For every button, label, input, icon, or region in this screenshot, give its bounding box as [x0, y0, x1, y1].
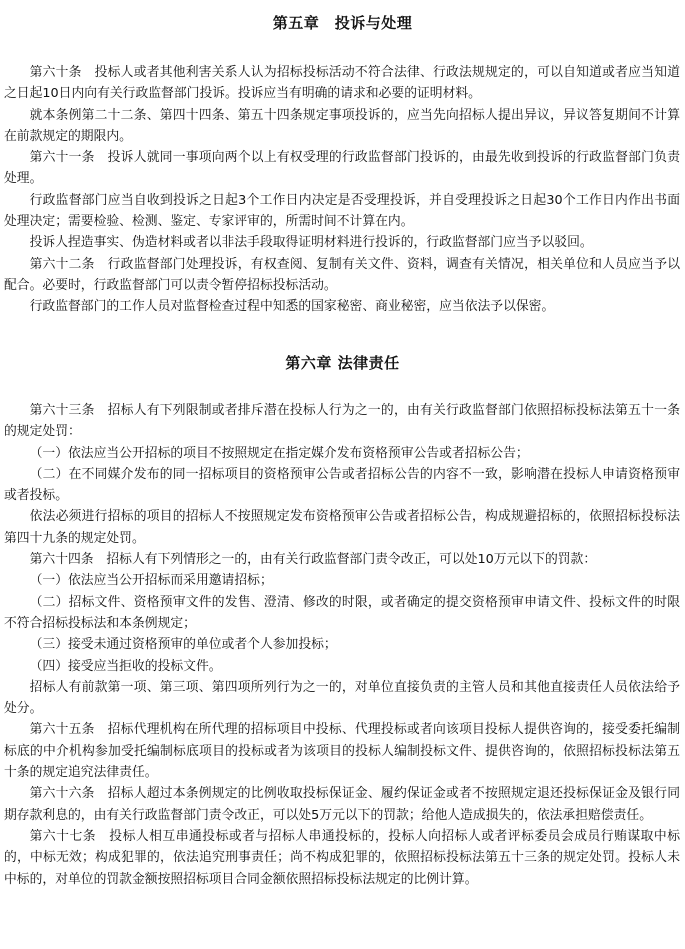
article-62-clause-2: 行政监督部门的工作人员对监督检查过程中知悉的国家秘密、商业秘密，应当依法予以保密。 — [29, 299, 555, 315]
article-64-item-4: （四）接受应当拒收的投标文件。 — [29, 658, 222, 674]
article-63-item-2: （二）在不同媒介发布的同一招标项目的资格预审公告或者招标公告的内容不一致，影响潜在投标人申请资格预审或者投标。 — [4, 466, 680, 504]
article-64-item-3: （三）接受未通过资格预审的单位或者个人参加投标； — [29, 637, 337, 653]
article-62-paragraph: 第六十二条 行政监督部门处理投诉，有权查阅、复制有关文件、资料，调查有关情况，相关单位和人员应当予以配合。必要时，行政监督部门可以责令暂停招标投标活动。 — [4, 256, 680, 293]
article-64-paragraph: 第六十四条 招标人有下列情形之一的，由有关行政监督部门责令改正，可以处10万元以下的罚款： — [29, 552, 597, 568]
article-67-paragraph: 第六十七条 投标人相互串通投标或者与招标人串通投标的，投标人向招标人或者评标委员会成员行贿谋取中标的，中标无效；构成犯罪的，依法追究刑事责任；尚不构成犯罪的，依照招标投标法第五十三条的规定处罚。投标人未中标的，对单位的罚款金额按照招标项目合同金额依照招标投标法规定的比例计算。 — [4, 828, 680, 887]
chapter-6-title: 第六章 法律责任 — [285, 354, 400, 372]
chapter-5-body — [4, 62, 680, 318]
article-64-item-2: （二）招标文件、资格预审文件的发售、澄清、修改的时限，或者确定的提交资格预审申请文件、投标文件的时限不符合招标投标法和本条例规定； — [4, 594, 680, 631]
article-61-paragraph: 第六十一条 投诉人就同一事项向两个以上有权受理的行政监督部门投诉的，由最先收到投诉的行政监督部门负责处理。 — [4, 150, 680, 187]
article-66-paragraph: 第六十六条 招标人超过本条例规定的比例收取投标保证金、履约保证金或者不按照规定退还投标保证金及银行同期存款利息的，由有关行政监督部门责令改正，可以处5万元以下的罚款；给他人造成损失的，依法承担赔偿责任。 — [4, 786, 680, 823]
chapter-5-title: 第五章 投诉与处理 — [272, 14, 413, 32]
article-64-clause-2: 招标人有前款第一项、第三项、第四项所列行为之一的，对单位直接负责的主管人员和其他直接责任人员依法给予处分。 — [4, 679, 680, 717]
article-63-paragraph: 第六十三条 招标人有下列限制或者排斥潜在投标人行为之一的，由有关行政监督部门依照招标投标法第五十一条的规定处罚： — [4, 403, 680, 440]
article-60-clause-2: 就本条例第二十二条、第四十四条、第五十四条规定事项投诉的，应当先向招标人提出异议，异议答复期间不计算在前款规定的期限内。 — [4, 107, 680, 144]
article-65-paragraph: 第六十五条 招标代理机构在所代理的招标项目中投标、代理投标或者向该项目投标人提供咨询的，接受委托编制标底的中介机构参加受托编制标底项目的投标或者为该项目的投标人编制投标文件、提供咨询的，依照招标投标法第五十条的规定追究法律责任。 — [4, 722, 680, 781]
article-61-clause-2: 行政监督部门应当自收到投诉之日起3个工作日内决定是否受理投诉，并自受理投诉之日起30个工作日内作出书面处理决定；需要检验、检测、鉴定、专家评审的，所需时间不计算在内。 — [4, 192, 680, 230]
chapter-6-body — [4, 400, 680, 890]
article-63-item-1: （一）依法应当公开招标的项目不按照规定在指定媒介发布资格预审公告或者招标公告； — [29, 445, 529, 461]
article-63-clause-2: 依法必须进行招标的项目的招标人不按照规定发布资格预审公告或者招标公告，构成规避招标的，依照招标投标法第四十九条的规定处罚。 — [4, 509, 680, 546]
article-64-item-1: （一）依法应当公开招标而采用邀请招标； — [29, 573, 273, 589]
article-60-paragraph: 第六十条 投标人或者其他利害关系人认为招标投标活动不符合法律、行政法规规定的，可以自知道或者应当知道之日起10日内向有关行政监督部门投诉。投诉应当有明确的请求和必要的证明材料。 — [4, 65, 680, 102]
article-61-clause-3: 投诉人捏造事实、伪造材料或者以非法手段取得证明材料进行投诉的，行政监督部门应当予以驳回。 — [29, 235, 593, 251]
